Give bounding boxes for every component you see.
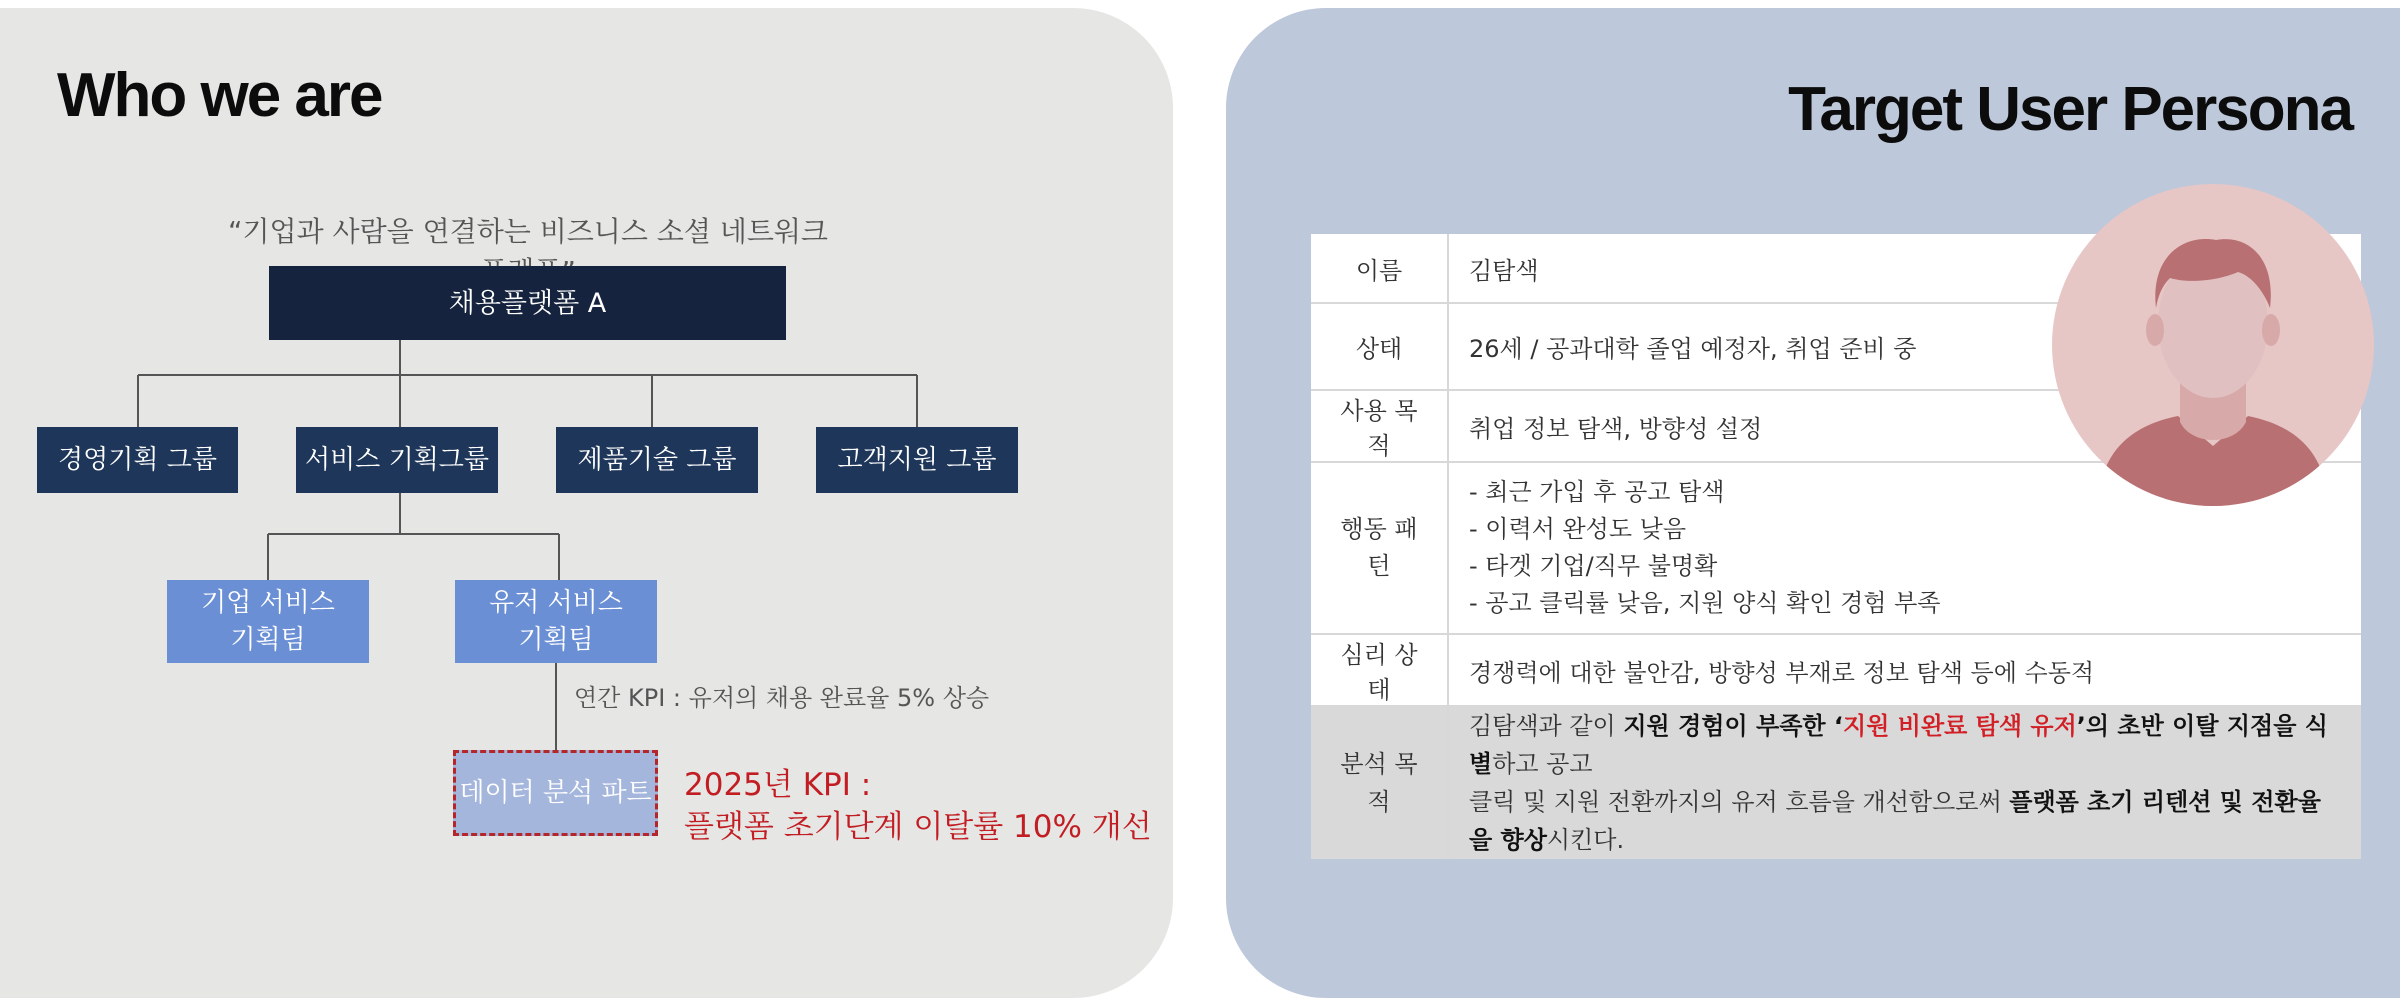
- user-silhouette-icon: [2052, 184, 2374, 506]
- analysis-text: 김탐색과 같이: [1469, 712, 1624, 740]
- kpi-2025-line-1: 2025년 KPI :: [684, 767, 872, 803]
- behavior-item: - 최근 가입 후 공고 탐색: [1469, 478, 1725, 506]
- behavior-item: - 공고 클릭률 낮음, 지원 양식 확인 경험 부족: [1469, 589, 1941, 617]
- row-label: 사용 목적: [1311, 390, 1448, 462]
- org-group-management: 경영기획 그룹: [37, 427, 238, 493]
- team-line-1: 기업 서비스: [201, 587, 335, 618]
- org-root-node: 채용플랫폼 A: [269, 266, 786, 340]
- row-value: 김탐색: [1448, 234, 2361, 303]
- persona-title: Target User Persona: [1788, 75, 2352, 144]
- org-group-product-tech: 제품기술 그룹: [556, 427, 758, 493]
- analysis-text: 클릭 및 지원 전환까지의 유저 흐름을 개선함으로써: [1469, 788, 2010, 816]
- team-line-2: 기획팀: [518, 624, 594, 655]
- kpi-2025-callout: [684, 764, 1152, 848]
- annual-kpi-label: 연간 KPI : 유저의 채용 완료율 5% 상승: [574, 684, 990, 712]
- analysis-highlight: 지원 비완료 탐색 유저: [1843, 712, 2077, 740]
- behavior-item: - 타겟 기업/직무 불명확: [1469, 552, 1718, 580]
- who-we-are-title: Who we are: [57, 61, 382, 130]
- org-data-analysis-part: 데이터 분석 파트: [453, 750, 658, 836]
- persona-avatar: [2052, 184, 2374, 506]
- analysis-text: 하고 공고: [1492, 750, 1593, 778]
- org-team-business-service: [167, 580, 369, 663]
- persona-row-analysis: [1311, 706, 2361, 859]
- row-value: 경쟁력에 대한 불안감, 방향성 부재로 정보 탐색 등에 수동적: [1448, 634, 2361, 706]
- persona-row-mindset: [1311, 634, 2361, 706]
- analysis-emphasis: 지원 경험이 부족한 ‘: [1623, 712, 1844, 740]
- row-value: [1448, 706, 2361, 859]
- row-label: 분석 목적: [1311, 706, 1448, 859]
- team-line-1: 유저 서비스: [489, 587, 623, 618]
- row-value: 26세 / 공과대학 졸업 예정자, 취업 준비 중: [1448, 303, 2361, 390]
- row-label: 상태: [1311, 303, 1448, 390]
- org-team-user-service: [455, 580, 657, 663]
- kpi-2025-line-2: 플랫폼 초기단계 이탈률 10% 개선: [684, 809, 1152, 845]
- org-group-customer-support: 고객지원 그룹: [816, 427, 1018, 493]
- company-tagline: “기업과 사람을 연결하는 비즈니스 소셜 네트워크: [228, 215, 828, 248]
- team-line-2: 기획팀: [230, 624, 306, 655]
- analysis-emphasis: ’의 초반 이탈 지점을 식별: [1469, 712, 2328, 778]
- analysis-text: 시킨다.: [1546, 826, 1625, 854]
- row-label: 심리 상태: [1311, 634, 1448, 706]
- row-label: 행동 패턴: [1311, 462, 1448, 634]
- behavior-item: - 이력서 완성도 낮음: [1469, 515, 1687, 543]
- row-label: 이름: [1311, 234, 1448, 303]
- org-group-service-planning: 서비스 기획그룹: [296, 427, 498, 493]
- analysis-emphasis: 플랫폼 초기 리텐션 및 전환율을 향상: [1469, 788, 2321, 854]
- row-value: 취업 정보 탐색, 방향성 설정: [1448, 390, 2361, 462]
